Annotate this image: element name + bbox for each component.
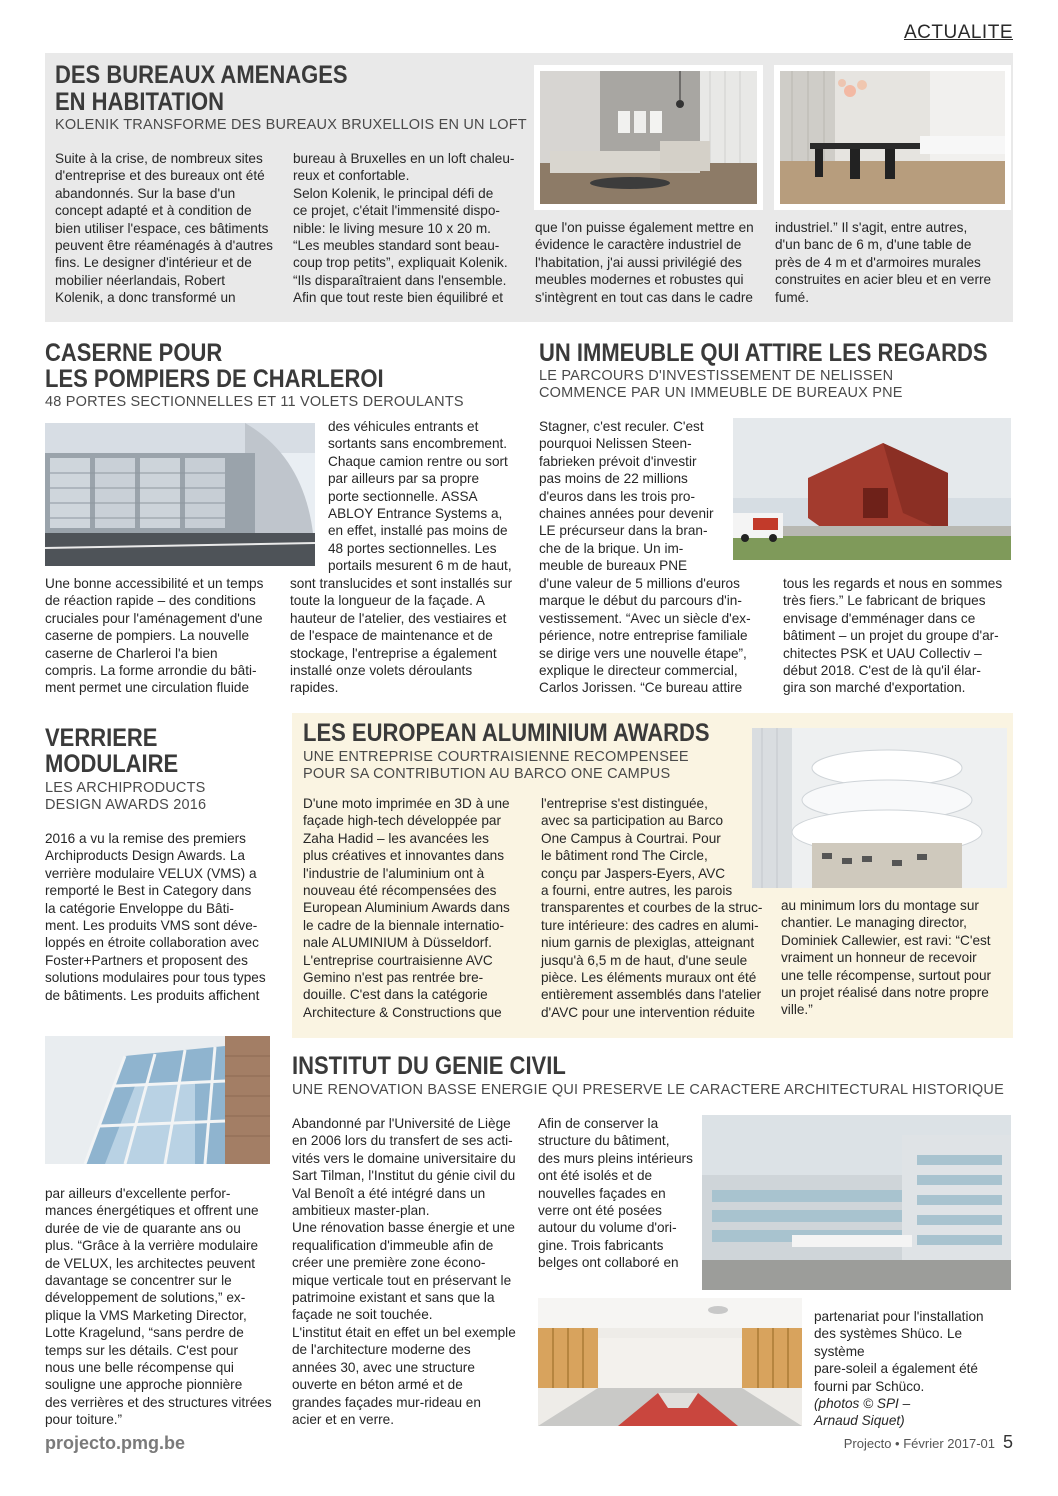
- fire-station-photo: [45, 423, 315, 566]
- text-immeuble-col2: tous les regards et nous en sommes très fiers.” Le fabricant de briques envisage d'emménager dans ce bâtiment – un projet du groupe d'ar- chitectes PSK et UAU Collectiv – début 2018. C'est de là qu'il élar- gira son marché d'exportation.: [783, 576, 1003, 696]
- text-institut-col3: partenariat pour l'installation des systèmes Shüco. Le système pare-soleil a également été fourni par Schüco.: [814, 1309, 984, 1394]
- headline-verriere-1: VERRIERE: [45, 724, 158, 752]
- footer-url[interactable]: projecto.pmg.be: [45, 1433, 186, 1453]
- text-immeuble-col1: d'une valeur de 5 millions d'euros marque le début du parcours d'in- vestissement. “Avec un siècle d'ex- périence, notre entreprise familiale se dirige vers une nouvelle étape”, explique le directeur commercial, Carlos Jorissen. “Ce bureau attire: [539, 576, 751, 696]
- institut-interior-photo: [538, 1298, 802, 1426]
- page-number: 5: [1002, 1432, 1013, 1452]
- subtitle-institut: UNE RENOVATION BASSE ENERGIE QUI PRESERVE LE CARACTERE ARCHITECTURAL HISTORIQUE: [292, 1082, 1004, 1098]
- text-institut-col1: Abandonné par l'Université de Liège en 2006 lors du transfert de ses acti- vités vers le domaine universitaire du Sart Tilman, l'Institut du génie civil du Val Benoît a été intégré dans un ambitieux master-plan. Une rénovation basse énergie et une requalification d'immeuble afin de créer une première zone écono- mique verticale tout en préservant le patrimoine existant et sans que la façade ne soit touchée. L'institut était en effet un bel exemple de l'architecture moderne des années 30, avec une structure ouverte en béton armé et de grandes façades mur-rideau en acier et en verre.: [292, 1116, 516, 1427]
- text-awards-col2: l'entreprise s'est distinguée, avec sa participation au Barco One Campus à Courtrai. Pour le bâtiment rond The Circle, conçu par Jaspers-Eyers, AVC a fourni, entre autres, les parois transparentes et courbes de la struc- ture intérieure: des cadres en alumi- nium garnis de plexiglas, atteignant jusqu'à 6,5 m de haut, d'une seule pièce. Les éléments muraux ont été entièrement assemblés dans l'atelier d'AVC pour une intervention réduite: [541, 796, 763, 1020]
- text-bureaux-col1: Suite à la crise, de nombreux sites d'entreprise et des bureaux ont été abandonnés. Sur la base d'un concept adapté et à condition de bien utiliser l'espace, ces bâtiments peuvent être réaménagés à d'autres fins. Le designer d'intérieur et de mobilier néerlandais, Robert Kolenik, a donc transformé un: [55, 151, 273, 306]
- headline-institut: INSTITUT DU GENIE CIVIL: [292, 1052, 566, 1080]
- headline-caserne-2: LES POMPIERS DE CHARLEROI: [45, 365, 384, 393]
- subtitle-verriere-2: DESIGN AWARDS 2016: [45, 797, 207, 813]
- text-verriere-top: 2016 a vu la remise des premiers Archiproducts Design Awards. La verrière modulaire VELUX (VMS) a remporté le Best in Category dans la catégorie Enveloppe du Bâti- ment. Les produits VMS sont déve- loppés en étroite collaboration avec Foster+Partners et proposent des solutions modulaires pour tous types de bâtiments. Les produits affichent: [45, 831, 266, 1003]
- headline-verriere-2: MODULAIRE: [45, 750, 179, 778]
- text-bureaux-col2: bureau à Bruxelles en un loft chaleu- reux et confortable. Selon Kolenik, le principal défi de ce projet, c'était l'immensité dispo- nible: le living mesure 10 x 20 m. “Les meubles standard sont beau- coup trop petits”, expliquait Kolenik. “Ils disparaîtraient dans l'ensemble. Afin que tout reste bien équilibré et: [293, 151, 515, 306]
- text-bureaux-col4: industriel.” Il s'agit, entre autres, d'un banc de 6 m, d'une table de près de 4 m et d'armoires murales construites en acier bleu et en verre fumé.: [775, 220, 992, 305]
- footer-issue: [844, 1432, 1013, 1453]
- subtitle-awards-2: POUR SA CONTRIBUTION AU BARCO ONE CAMPUS: [303, 766, 671, 782]
- issue-label: Projecto • Février 2017-01: [843, 1436, 995, 1451]
- subtitle-immeuble-2: COMMENCE PAR UN IMMEUBLE DE BUREAUX PNE: [539, 385, 903, 401]
- subtitle-immeuble-1: LE PARCOURS D'INVESTISSEMENT DE NELISSEN: [539, 368, 894, 384]
- subtitle-awards-1: UNE ENTREPRISE COURTRAISIENNE RECOMPENSEE: [303, 749, 689, 765]
- brick-building-photo: [733, 418, 1011, 560]
- text-institut-col2: Afin de conserver la structure du bâtiment, des murs pleins intérieurs ont été isolés et de nouvelles façades en verre ont été posées autour du volume d'ori- gine. Trois fabricants belges ont collaboré en: [538, 1116, 693, 1271]
- text-immeuble-top: Stagner, c'est reculer. C'est pourquoi Nelissen Steen- fabrieken prévoit d'investir pas moins de 22 millions d'euros dans les trois pro- chaines années pour devenir LE précurseur dans la bran- che de la brique. Un im- meuble de bureaux PNE: [539, 419, 714, 574]
- text-awards-col1: D'une moto imprimée en 3D à une façade high-tech développée par Zaha Hadid – les avancées les plus créatives et innovantes dans l'industrie de l'aluminium ont à nouveau été récompensées des European Aluminium Awards dans le cadre de la biennale internatio- nale ALUMINIUM à Düsseldorf. L'entreprise courtraisienne AVC Gemino n'est pas rentrée bre- douille. C'est dans la catégorie Architecture & Constructions que: [303, 796, 510, 1020]
- text-caserne-col2: sont translucides et sont installés sur toute la longueur de la façade. A hauteur de l'atelier, des vestiaires et de l'espace de maintenance et de stockage, l'entreprise a également installé onze volets déroulants rapides.: [290, 576, 513, 696]
- skylight-photo: [45, 1036, 270, 1164]
- headline-caserne-1: CASERNE POUR: [45, 339, 223, 367]
- text-awards-col3: au minimum lors du montage sur chantier. Le managing director, Dominiek Callewier, est ravi: “C'est vraiment un honneur de recevoir une telle récompense, surtout pour un projet réalisé dans notre propre ville.”: [781, 898, 992, 1018]
- text-caserne-right-top: des véhicules entrants et sortants sans encombrement. Chaque camion rentre ou sort par ailleurs par sa propre porte sectionnelle. ASSA ABLOY Entrance Systems a, en effet, installé pas moins de 48 portes sectionnelles. Les portails mesurent 6 m de haut,: [328, 419, 512, 574]
- text-caserne-col1: Une bonne accessibilité et un temps de réaction rapide – des conditions cruciales pour l'aménagement d'une caserne de pompiers. La nouvelle caserne de Charleroi l'a bien compris. La forme arrondie du bâti- ment permet une circulation fluide: [45, 576, 264, 696]
- subtitle-verriere-1: LES ARCHIPRODUCTS: [45, 780, 206, 796]
- institut-exterior-photo: [702, 1115, 1011, 1290]
- subtitle-bureaux: KOLENIK TRANSFORME DES BUREAUX BRUXELLOIS EN UN LOFT: [55, 117, 527, 133]
- text-bureaux-col3: que l'on puisse également mettre en évidence le caractère industriel de l'habitation, j'ai aussi privilégié des meubles modernes et robustes qui s'intègrent en tout cas dans le cadre: [535, 220, 754, 305]
- subtitle-caserne: 48 PORTES SECTIONNELLES ET 11 VOLETS DEROULANTS: [45, 394, 464, 410]
- section-label: ACTUALITE: [903, 22, 1013, 43]
- headline-bureaux-2: EN HABITATION: [55, 88, 225, 116]
- barco-campus-photo: [752, 728, 1007, 888]
- text-verriere-bottom: par ailleurs d'excellente perfor- mances énergétiques et offrent une durée de vie de quarante ans ou plus. “Grâce à la verrière modulaire de VELUX, les architectes peuvent davantage se concentrer sur le développement de solutions,” ex- plique la VMS Marketing Director, Lotte Kragelund, “sans perdre de temps sur les détails. C'est pour nous une belle récompense qui souligne une approche pionnière des verrières et des structures vitrées pour toiture.”: [45, 1186, 272, 1428]
- loft-living-photo: [534, 65, 763, 210]
- headline-bureaux-1: DES BUREAUX AMENAGES: [55, 61, 348, 89]
- headline-awards: LES EUROPEAN ALUMINIUM AWARDS: [303, 719, 710, 747]
- photo-credit: (photos © SPI – Arnaud Siquet): [814, 1396, 911, 1429]
- loft-dining-photo: [774, 65, 1011, 210]
- headline-immeuble: UN IMMEUBLE QUI ATTIRE LES REGARDS: [539, 339, 988, 367]
